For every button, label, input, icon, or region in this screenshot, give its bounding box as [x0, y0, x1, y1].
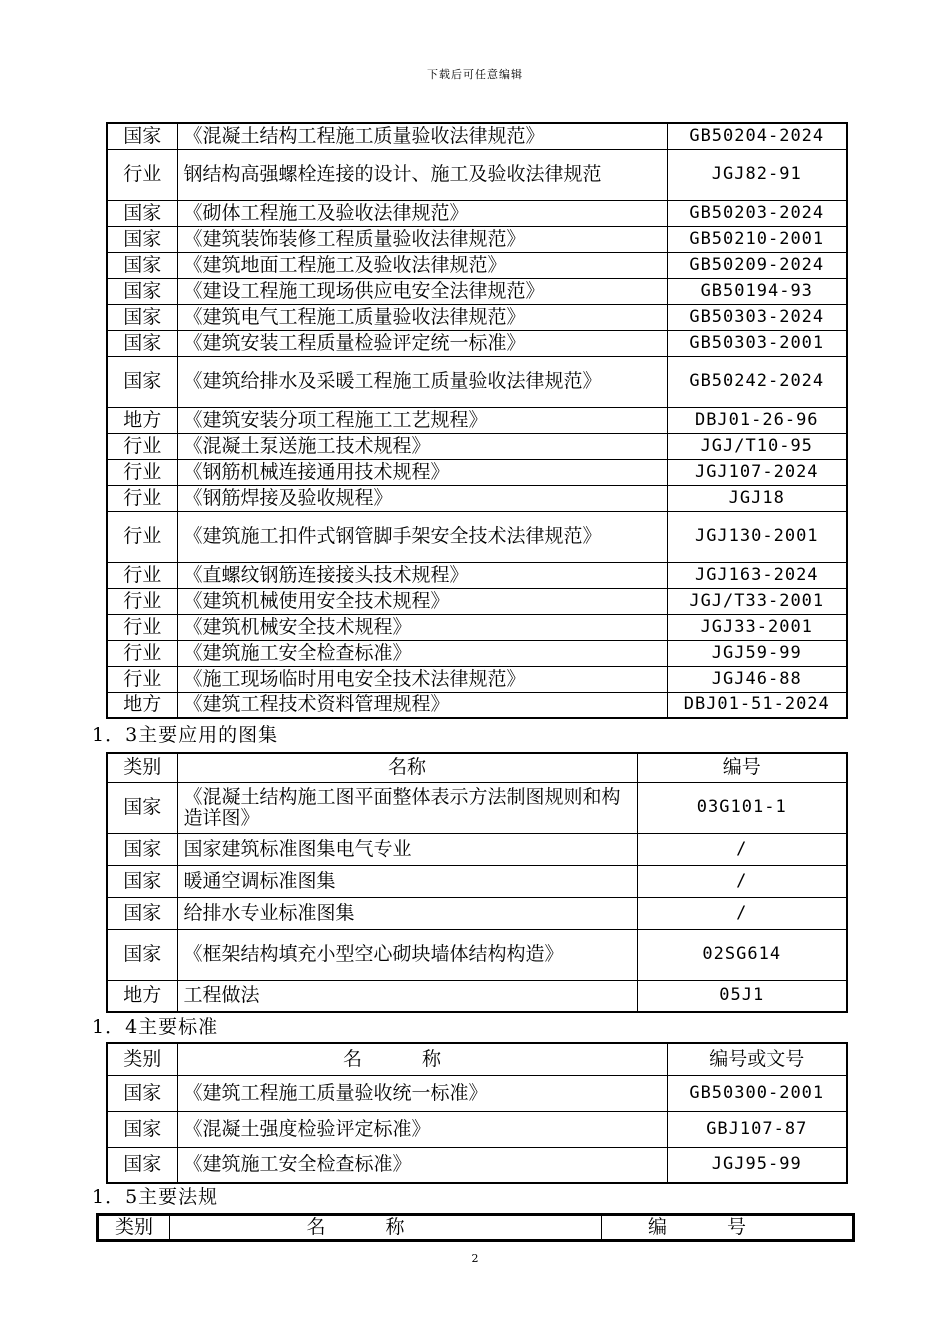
row-category: 地方	[107, 980, 177, 1012]
row-category: 国家	[107, 356, 177, 407]
table-row	[107, 149, 847, 200]
row-category: 国家	[107, 865, 177, 897]
standards-table-1-2	[106, 122, 848, 719]
table-header-row	[107, 753, 847, 782]
table-row	[107, 433, 847, 459]
table-row	[107, 200, 847, 226]
row-name: 《建筑工程施工质量验收统一标准》	[177, 1075, 667, 1111]
row-category: 国家	[107, 278, 177, 304]
row-code: JGJ59-99	[667, 640, 847, 666]
table-1-4-body	[107, 1043, 847, 1183]
table-row	[107, 459, 847, 485]
row-code: GB50300-2001	[667, 1075, 847, 1111]
row-category: 国家	[107, 226, 177, 252]
row-category: 国家	[107, 929, 177, 980]
row-category: 行业	[107, 433, 177, 459]
row-code: JGJ33-2001	[667, 614, 847, 640]
row-name: 暖通空调标准图集	[177, 865, 637, 897]
table-row	[107, 666, 847, 692]
row-category: 行业	[107, 459, 177, 485]
table-row	[107, 356, 847, 407]
row-category: 国家	[107, 123, 177, 149]
row-category: 行业	[107, 149, 177, 200]
row-category: 行业	[107, 588, 177, 614]
row-code: GB50210-2001	[667, 226, 847, 252]
table-row	[107, 1111, 847, 1147]
row-code: 03G101-1	[637, 782, 847, 833]
row-code: JGJ82-91	[667, 149, 847, 200]
table-row	[107, 588, 847, 614]
row-name: 《施工现场临时用电安全技术法律规范》	[177, 666, 667, 692]
row-category: 国家	[107, 1147, 177, 1183]
row-name: 《钢筋焊接及验收规程》	[177, 485, 667, 511]
section-1-4-title: 1．4主要标准	[92, 1016, 219, 1038]
row-name: 《建筑装饰装修工程质量验收法律规范》	[177, 226, 667, 252]
row-code: /	[637, 865, 847, 897]
table-row	[107, 782, 847, 833]
header-code: 编号或文号	[667, 1043, 847, 1075]
row-category: 行业	[107, 640, 177, 666]
row-name: 《建筑机械使用安全技术规程》	[177, 588, 667, 614]
row-category: 国家	[107, 330, 177, 356]
table-row	[107, 865, 847, 897]
row-category: 国家	[107, 252, 177, 278]
row-name: 工程做法	[177, 980, 637, 1012]
table-row	[107, 640, 847, 666]
row-code: 02SG614	[637, 929, 847, 980]
section-1-3-title: 1．3主要应用的图集	[92, 724, 279, 746]
row-name: 钢结构高强螺栓连接的设计、施工及验收法律规范	[177, 149, 667, 200]
header-name: 名称	[170, 1215, 602, 1241]
table-row	[107, 562, 847, 588]
row-name: 《建筑安装工程质量检验评定统一标准》	[177, 330, 667, 356]
row-category: 行业	[107, 614, 177, 640]
row-category: 国家	[107, 782, 177, 833]
table-row	[107, 407, 847, 433]
header-name: 名称	[177, 753, 637, 782]
row-code: JGJ95-99	[667, 1147, 847, 1183]
row-category: 国家	[107, 1075, 177, 1111]
table-row	[107, 304, 847, 330]
row-name: 国家建筑标准图集电气专业	[177, 833, 637, 865]
row-code: GB50303-2001	[667, 330, 847, 356]
row-category: 国家	[107, 200, 177, 226]
row-code: /	[637, 833, 847, 865]
row-name: 《混凝土泵送施工技术规程》	[177, 433, 667, 459]
row-name: 《建筑机械安全技术规程》	[177, 614, 667, 640]
row-code: DBJ01-51-2024	[667, 692, 847, 718]
header-category: 类别	[107, 753, 177, 782]
row-code: JGJ130-2001	[667, 511, 847, 562]
header-code: 编号	[637, 753, 847, 782]
table-1-2-body	[107, 123, 847, 718]
table-row	[107, 833, 847, 865]
row-code: GB50209-2024	[667, 252, 847, 278]
header-code: 编号	[602, 1215, 854, 1241]
row-code: JGJ/T10-95	[667, 433, 847, 459]
row-name: 《钢筋机械连接通用技术规程》	[177, 459, 667, 485]
table-row	[107, 226, 847, 252]
table-header-row	[98, 1215, 854, 1241]
header-name: 名称	[177, 1043, 667, 1075]
table-row	[107, 897, 847, 929]
row-category: 行业	[107, 511, 177, 562]
row-name: 《建筑施工扣件式钢管脚手架安全技术法律规范》	[177, 511, 667, 562]
table-row	[107, 278, 847, 304]
row-code: GB50194-93	[667, 278, 847, 304]
row-code: GB50204-2024	[667, 123, 847, 149]
table-row	[107, 1075, 847, 1111]
row-name: 《砌体工程施工及验收法律规范》	[177, 200, 667, 226]
section-1-5-title: 1．5主要法规	[92, 1186, 219, 1208]
header-note: 下载后可任意编辑	[427, 68, 523, 81]
row-category: 行业	[107, 562, 177, 588]
row-name: 《建筑给排水及采暖工程施工质量验收法律规范》	[177, 356, 667, 407]
row-name: 《建筑安装分项工程施工工艺规程》	[177, 407, 667, 433]
row-code: JGJ18	[667, 485, 847, 511]
table-row	[107, 123, 847, 149]
row-code: /	[637, 897, 847, 929]
row-code: GB50203-2024	[667, 200, 847, 226]
table-row	[107, 614, 847, 640]
table-row	[107, 692, 847, 718]
table-row	[107, 929, 847, 980]
row-category: 国家	[107, 304, 177, 330]
row-name: 《直螺纹钢筋连接接头技术规程》	[177, 562, 667, 588]
row-name: 《混凝土强度检验评定标准》	[177, 1111, 667, 1147]
row-code: DBJ01-26-96	[667, 407, 847, 433]
row-category: 地方	[107, 407, 177, 433]
row-code: 05J1	[637, 980, 847, 1012]
row-code: GB50242-2024	[667, 356, 847, 407]
row-category: 行业	[107, 666, 177, 692]
row-code: JGJ/T33-2001	[667, 588, 847, 614]
table-row	[107, 252, 847, 278]
table-row	[107, 511, 847, 562]
row-name: 《混凝土结构施工图平面整体表示方法制图规则和构造详图》	[177, 782, 637, 833]
atlas-table-1-3	[106, 752, 848, 1013]
header-category: 类别	[98, 1215, 170, 1241]
row-code: JGJ163-2024	[667, 562, 847, 588]
header-category: 类别	[107, 1043, 177, 1075]
table-1-3-body	[107, 753, 847, 1012]
row-name: 《建筑施工安全检查标准》	[177, 640, 667, 666]
row-name: 《框架结构填充小型空心砌块墙体结构构造》	[177, 929, 637, 980]
row-category: 国家	[107, 833, 177, 865]
row-name: 《建筑地面工程施工及验收法律规范》	[177, 252, 667, 278]
row-category: 国家	[107, 897, 177, 929]
standards-table-1-4	[106, 1042, 848, 1184]
row-code: JGJ107-2024	[667, 459, 847, 485]
row-name: 《建筑电气工程施工质量验收法律规范》	[177, 304, 667, 330]
row-code: JGJ46-88	[667, 666, 847, 692]
row-code: GB50303-2024	[667, 304, 847, 330]
table-row	[107, 980, 847, 1012]
row-name: 《建设工程施工现场供应电安全法律规范》	[177, 278, 667, 304]
row-name: 给排水专业标准图集	[177, 897, 637, 929]
row-category: 行业	[107, 485, 177, 511]
table-row	[107, 1147, 847, 1183]
row-category: 国家	[107, 1111, 177, 1147]
table-row	[107, 330, 847, 356]
table-row	[107, 485, 847, 511]
row-name: 《建筑施工安全检查标准》	[177, 1147, 667, 1183]
regulations-table-1-5	[96, 1213, 855, 1242]
row-name: 《混凝土结构工程施工质量验收法律规范》	[177, 123, 667, 149]
row-name: 《建筑工程技术资料管理规程》	[177, 692, 667, 718]
row-code: GBJ107-87	[667, 1111, 847, 1147]
row-category: 地方	[107, 692, 177, 718]
table-header-row	[107, 1043, 847, 1075]
page-number: 2	[471, 1252, 479, 1265]
